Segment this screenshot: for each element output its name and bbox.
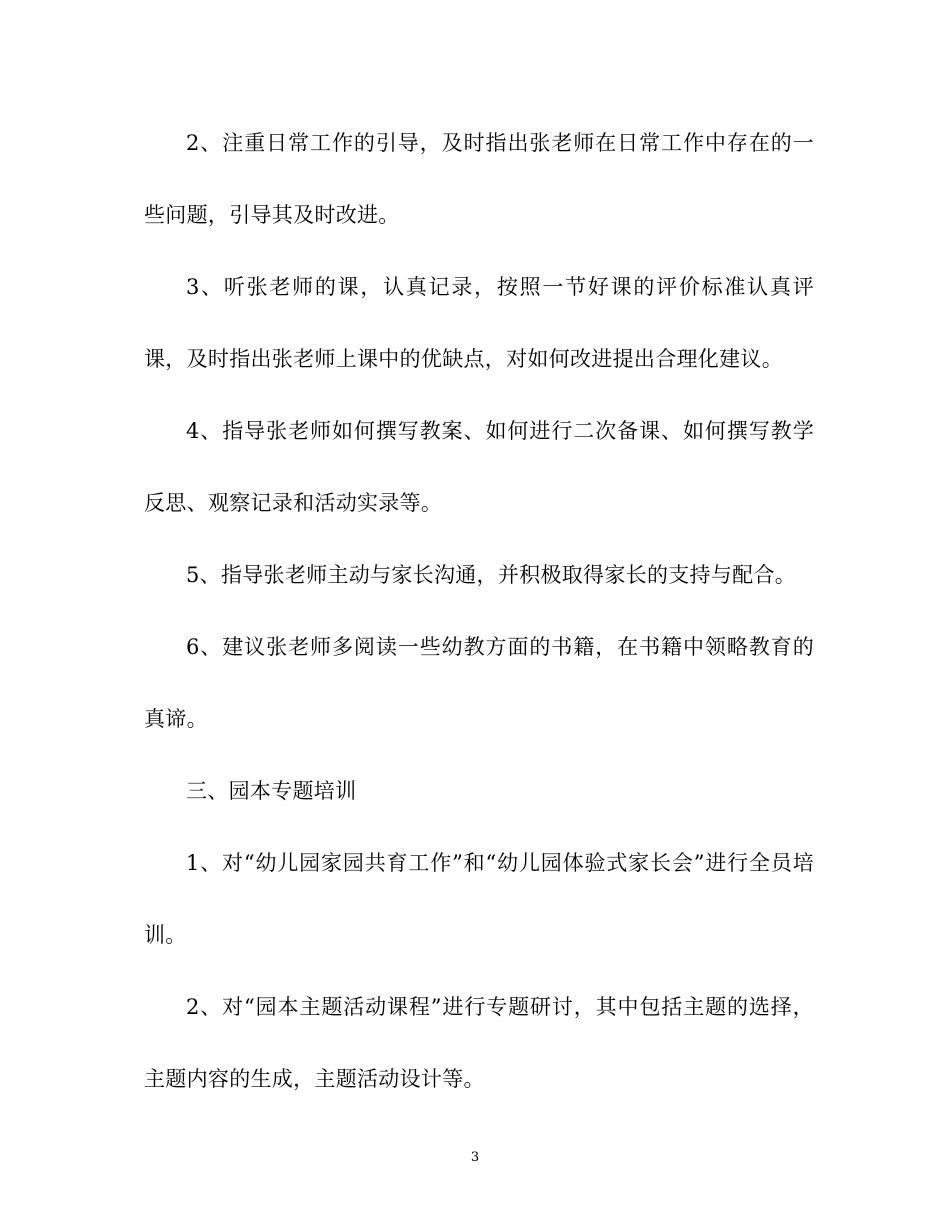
paragraph-item-5-parent-communication: 5、指导张老师主动与家长沟通，并积极取得家长的支持与配合。: [186, 563, 797, 587]
section-heading-3: 三、园本专题培训: [186, 779, 357, 803]
paragraph-item-2-guidance: 2、注重日常工作的引导，及时指出张老师在日常工作中存在的一些问题，引导其及时改进。: [144, 131, 814, 227]
page-number: 3: [470, 1150, 480, 1165]
paragraph-item-6-reading: 6、建议张老师多阅读一些幼教方面的书籍，在书籍中领略教育的真谛。: [144, 635, 814, 731]
paragraph-item-4-lesson-writing: 4、指导张老师如何撰写教案、如何进行二次备课、如何撰写教学反思、观察记录和活动实录等。: [144, 419, 814, 515]
paragraph-item-3-class-observation: 3、听张老师的课，认真记录，按照一节好课的评价标准认真评课，及时指出张老师上课中的优缺点，对如何改进提出合理化建议。: [144, 275, 814, 371]
paragraph-item-2-seminar: 2、对“园本主题活动课程”进行专题研讨，其中包括主题的选择，主题内容的生成，主题活动设计等。: [144, 995, 814, 1091]
paragraph-item-1-training: 1、对“幼儿园家园共育工作”和“幼儿园体验式家长会”进行全员培训。: [144, 851, 814, 947]
